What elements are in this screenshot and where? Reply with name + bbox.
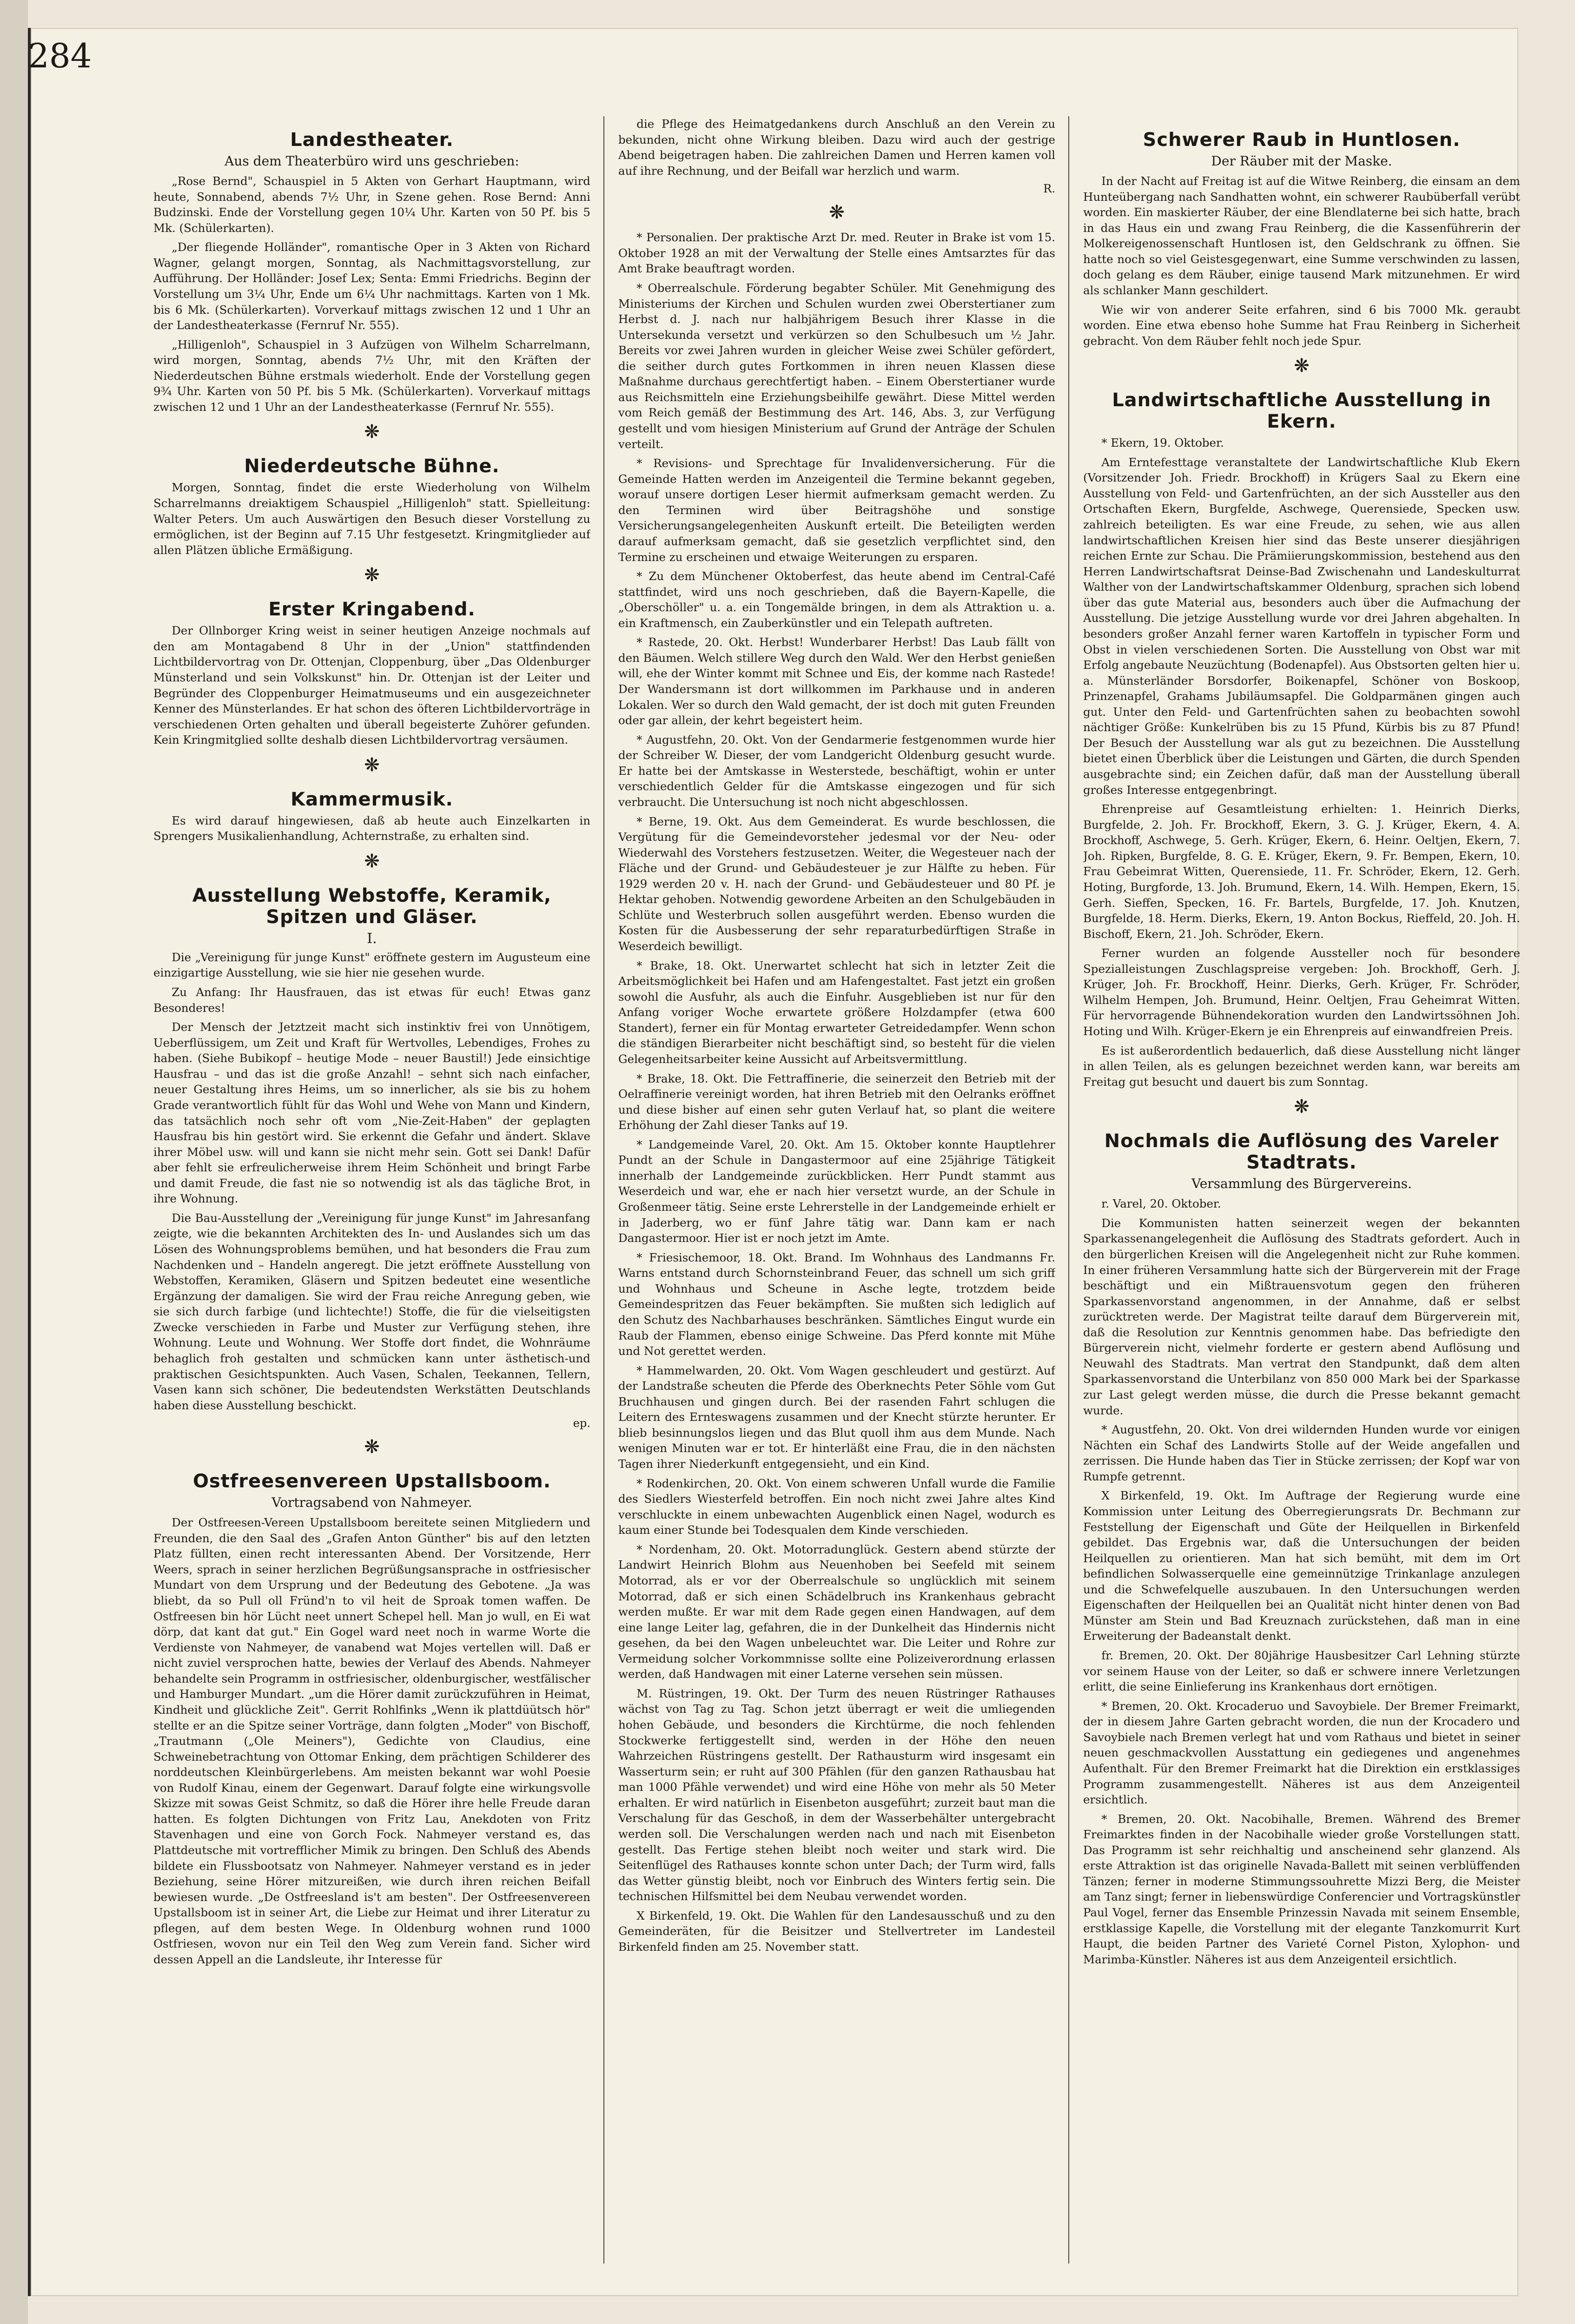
- article-paragraph: In der Nacht auf Freitag ist auf die Witwe Reinberg, die einsam an dem Hunteübergang nach Sandhatten wohnt, ein schwerer Raubüberfall verübt worden. Ein maskierter Räuber, der eine Blendlaterne bei sich hatte, brach in das Haus ein und zwang Frau Reinberg, die die Kassenführerin der Molkereigenossenschaft Huntlosen ist, den Geldschrank zu öffnen. Sie hatte noch so viel Geistesgegenwart, eine Summe verschwinden zu lassen, doch gelang es dem Räuber, einige tausend Mark mitzunehmen. Er wird als schlanker Mann geschildert.: [1083, 174, 1520, 297]
- article-signature: ep.: [573, 1417, 590, 1430]
- article-subheadline: Vortragsabend von Nahmeyer.: [271, 1495, 472, 1511]
- section-divider-ornament: ❋: [364, 1436, 380, 1458]
- article-headline: Landestheater.: [290, 129, 454, 151]
- article-paragraph: Es ist außerordentlich bedauerlich, daß diese Ausstellung nicht länger in allen Teilen, als es gelungen bezeichnet werden kann, war bereits am Freitag gut besucht und dauert bis zum Sonntag.: [1083, 1043, 1520, 1089]
- article-paragraph: die Pflege des Heimatgedankens durch Anschluß an den Verein zu bekunden, nicht ohne Wirkung bleiben. Dazu wird auch der gestrige Abend beigetragen haben. Die zahlreichen Damen und Herren kamen voll auf ihre Rechnung, und der Beifall war herzlich und warm.: [618, 117, 1055, 178]
- article-headline: Ostfreesenvereen Upstallsboom.: [192, 1471, 551, 1492]
- article-headline: Erster Kringabend.: [268, 599, 476, 621]
- article-paragraph: * Revisions- und Sprechtage für Invalidenversicherung. Für die Gemeinde Hatten werden im Anzeigenteil die Termine bekannt gegeben, worauf unsere dortigen Leser hiermit aufmerksam gemacht werden. Zu den Terminen wird über Beitragshöhe und sonstige Versicherungsangelegenheiten Auskunft erteilt. Die Beteiligten werden darauf aufmerksam gemacht, daß sie gesetzlich verpflichtet sind, den Termine zu erscheinen und etwaige Weiterungen zu ersparen.: [618, 456, 1055, 564]
- article-paragraph: * Brake, 18. Okt. Unerwartet schlecht hat sich in letzter Zeit die Arbeitsmöglichkeit bei Hafen und am Hafengestaltet. Fast jetzt ein großen sowohl die Ausfuhr, als auch die Einfuhr. Ausgeblieben ist nur für den Anfang voriger Woche erwartete größere Holzdampfer (etwa 600 Standert), ferner ein für Montag erwarteter Getreidedampfer. Wenn schon die ständigen Bierarbeiter nicht beschäftigt sind, so besteht für die vielen Gelegenheitsarbeiter keine Aussicht auf Arbeitsvermittlung.: [618, 958, 1055, 1066]
- article-paragraph: * Berne, 19. Okt. Aus dem Gemeinderat. Es wurde beschlossen, die Vergütung für die Gemeindevorsteher jedesmal vor der Neu- oder Wiederwahl des Vorstehers festzusetzen. Weiter, die Wegesteuer nach der Fläche und der Grund- und Gebäudesteuer je zur Hälfte zu heben. Für 1929 werden 20 v. H. nach der Grund- und Gebäudesteuer und 80 Pf. je Hektar gehoben. Notwendig gewordene Arbeiten an den Schulgebäuden in Schlüte und Westerbruch sollen ausgeführt werden. Ebenso wurden die Kosten für die Ausbesserung der sehr reparaturbedürftigen Straße in Weserdeich bewilligt.: [618, 814, 1055, 953]
- article-paragraph: * Hammelwarden, 20. Okt. Vom Wagen geschleudert und gestürzt. Auf der Landstraße scheuten die Pferde des Oberknechts Peter Söhle vom Gut Bruchhausen und gingen durch. Bei der rasenden Fahrt schlugen die Leitern des Ernteswagens zusammen und der Knecht stürzte herunter. Er blieb besinnungslos liegen und das Blut quoll ihm aus dem Munde. Nach wenigen Minuten war er tot. Er hinterläßt eine Frau, die in den nächsten Tagen ihrer Niederkunft entgegensieht, und ein Kind.: [618, 1363, 1055, 1471]
- article-paragraph: Ehrenpreise auf Gesamtleistung erhielten: 1. Heinrich Dierks, Burgfelde, 2. Joh. Fr. Brockhoff, Ekern, 3. G. J. Krüger, Ekern, 4. A. Brockhoff, Aschwege, 5. Gerh. Krüger, Ekern, 6. Heinr. Oeltjen, Ekern, 7. Joh. Ripken, Burgfelde, 8. G. E. Krüger, Ekern, 9. Fr. Bempen, Ekern, 10. Frau Gebeimrat Witten, Querensiede, 11. Fr. Schröder, Ekern, 12. Gerh. Hoting, Burgforde, 13. Joh. Brumund, Ekern, 14. Wilh. Hempen, Ekern, 15. Gerh. Sieffen, Specken, 16. Fr. Bartels, Burgfelde, 17. Joh. Knutzen, Burgfelde, 18. Herm. Dierks, Ekern, 19. Anton Bockus, Rieffeld, 20. Joh. H. Bischoff, Ekern, 21. Joh. Schröder, Ekern.: [1083, 802, 1520, 941]
- article-paragraph: Die „Vereinigung für junge Kunst" eröffnete gestern im Augusteum eine einzigartige Ausstellung, wie sie hier nie gesehen wurde.: [153, 950, 590, 980]
- column-1: [153, 116, 590, 2264]
- article-paragraph: * Augustfehn, 20. Okt. Von drei wildernden Hunden wurde vor einigen Nächten ein Schaf des Landwirts Stolle auf der Weide angefallen und zerrissen. Die Hunde haben das Tier in Stücke zerrissen; der Kopf war von Rumpfe getrennt.: [1083, 1423, 1520, 1483]
- article-paragraph: M. Rüstringen, 19. Okt. Der Turm des neuen Rüstringer Rathauses wächst von Tag zu Tag. Schon jetzt überragt er weit die umliegenden hohen Gebäude, und besonders die Kirchtürme, die noch fehlenden Stockwerke fertiggestellt sind, werden in der Höhe den neuen Wahrzeichen Rüstringens gestellt. Der Rathausturm wird insgesamt ein Wasserturm sein; er ruht auf 300 Pfählen (für den ganzen Rathausbau hat man 1000 Pfähle verwendet) und wird eine Höhe von mehr als 50 Meter erhalten. Er wird natürlich in Eisenbeton ausgeführt; zurzeit baut man die Verschalung für das Geschoß, in dem der Wasserbehälter untergebracht werden soll. Die Verschalungen werden nach und nach mit Eisenbeton gestellt. Das Fertige stehen bleibt noch weiter und stark wird. Die Seitenflügel des Rathauses konnte schon unter Dach; der Turm wird, falls das Wetter günstig bleibt, noch vor Einbruch des Winters fertig sein. Die technischen Hilfsmittel bei dem Neubau verwendet worden.: [618, 1686, 1055, 1903]
- article-paragraph: * Bremen, 20. Okt. Nacobihalle, Bremen. Während des Bremer Freimarktes finden in der Nacobihalle wieder große Vorstellungen statt. Das Programm ist sehr reichhaltig und anscheinend sehr glanzend. Als erste Attraktion ist das originelle Navada-Ballett mit seinen verblüffenden Tänzen; ferner in moderne Stimmungssouhrette Mizzi Berg, die Meister am Tanz singt; ferner in liebenswürdige Conferencier und Vortragskünstler Paul Vogel, ferner das Ensemble Prinzessin Navada mit seinem Ensemble, erstklassige Kapelle, die Vorstellung mit der elegante Tanzkomurrit Kurt Haupt, die beiden Partner des Varieté Cornel Piston, Xylophon- und Marimba-Künstler. Näheres ist aus dem Anzeigenteil ersichtlich.: [1083, 1812, 1520, 1966]
- book-spine: [0, 0, 28, 2324]
- article-paragraph: Der Ostfreesen-Vereen Upstallsboom bereitete seinen Mitgliedern und Freunden, die den Saal des „Grafen Anton Günther" bis auf den letzten Platz füllten, einen recht interessanten Abend. Der Vorsitzende, Herr Weers, sprach in seiner herzlichen Begrüßungsansprache in ostfriesischer Mundart von dem Ursprung und der Bedeutung des Gebotene. „Ja was bliebt, da so Pull oll Fründ'n to vil heit de Sproak tomen waffen. De Ostfreesen bin hör Lücht neet unnert Schepel hell. Man jo wull, en Ei wat dörp, dat kant dat gut." Ein Gogel ward neet noch in warme Worte die Verdienste von Nahmeyer, de vanabend wat Mojes vertellen will. Daß er nicht zuviel versprochen hatte, bewies der Verlauf des Abends. Nahmeyer behandelte sein Programm in ostfriesischer, oldenburgischer, westfälischer und Hamburger Mundart. „um die Hörer damit zurückzuführen in Heimat, Kindheit und glückliche Zeit". Gerrit Rohlfinks „Wenn ik plattdüütsch hör" stellte er an die Spitze seiner Vorträge, dann folgten „Moder" von Bischoff, „Trautmann („Ole Meiners"), Gedichte von Claudius, eine Schweinebetrachtung von Ottomar Enking, dem prächtigen Schilderer des norddeutschen Kleinbürgerlebens. Am meisten bekannt war wohl Poesie von Rudolf Kinau, einem der Gegenwart. Darauf folgte eine wirkungsvolle Skizze mit sowas Geist Schmitz, so daß die Hörer ihre helle Freude daran hatten. Es folgten Dichtungen von Fritz Lau, Anekdoten von Fritz Stavenhagen und eine von Gorch Fock. Nahmeyer verstand es, das Plattdeutsche mit vortrefflicher Mimik zu bringen. Den Schluß des Abends bildete ein Flussbootsatz von Nahmeyer. Nahmeyer verstand es in jeder Beziehung, seine Hörer mitzureißen, wie durch ihren reichen Beifall bewiesen wurde. „De Ostfreesland is't am besten". Der Ostfreesenvereen Upstallsboom ist in seiner Art, die Liebe zur Heimat und ihrer Literatur zu pflegen, auf dem besten Wege. In Oldenburg wohnen rund 1000 Ostfriesen, wovon nur ein Teil den Weg zum Verein fand. Sicher wird dessen Appell an die Landsleute, ihr Interesse für: [153, 1516, 590, 1966]
- article-headline: Nochmals die Auflösung des Vareler Stadtrats.: [1104, 1130, 1499, 1174]
- article-subheadline: Der Räuber mit der Maske.: [1211, 153, 1392, 169]
- column-divider: [603, 116, 604, 2264]
- article-paragraph: X Birkenfeld, 19. Okt. Die Wahlen für den Landesausschuß und zu den Gemeinderäten, für die Beisitzer und Stellvertreter im Landesteil Birkenfeld finden am 25. November statt.: [618, 1908, 1055, 1954]
- section-divider-ornament: ❋: [1294, 355, 1310, 377]
- article-paragraph: * Ekern, 19. Oktober.: [1101, 436, 1224, 450]
- article-subheadline: Versammlung des Bürgervereins.: [1191, 1176, 1412, 1192]
- article-paragraph: * Oberrealschule. Förderung begabter Schüler. Mit Genehmigung des Ministeriums der Kirchen und Schulen wurden zwei Oberstertianer zum Herbst d. J. nach nur halbjährigem Besuch ihrer Klasse in die Untersekunda versetzt und verkürzen so den Schulbesuch um ½ Jahr. Bereits vor zwei Jahren wurden in gleicher Weise zwei Schüler gefördert, die seither durch gutes Fortkommen in ihren neuen Klassen diese Maßnahme durchaus gerechtfertigt haben. – Einem Oberstertianer wurde aus Reichsmitteln eine Erziehungsbeihilfe gewährt. Diese Mittel werden vom Reich gemäß der Bestimmung des Art. 146, Abs. 3, zur Verfügung gestellt und vom hiesigen Ministerium auf Grund der Anträge der Schulen verteilt.: [618, 281, 1055, 451]
- article-paragraph: Wie wir von anderer Seite erfahren, sind 6 bis 7000 Mk. geraubt worden. Eine etwa ebenso hohe Summe hat Frau Reinberg in Sicherheit gebracht. Von dem Räuber fehlt noch jede Spur.: [1083, 303, 1520, 348]
- article-subheadline: Aus dem Theaterbüro wird uns geschrieben:: [225, 153, 519, 169]
- article-paragraph: * Friesischemoor, 18. Okt. Brand. Im Wohnhaus des Landmanns Fr. Warns entstand durch Schornsteinbrand Feuer, das schnell um sich griff und Wohnhaus und Scheune in Asche legte, trotzdem beide Gemeindespritzen das Feuer bekämpften. Sie mußten sich lediglich auf den Schutz des Nachbarhauses beschränken. Sämtliches Eingut wurde ein Raub der Flammen, ebenso einige Schweine. Das Pferd konnte mit Mühe und Not gerettet werden.: [618, 1250, 1055, 1358]
- article-paragraph: „Hilligenloh", Schauspiel in 3 Aufzügen von Wilhelm Scharrelmann, wird morgen, Sonntag, abends 7½ Uhr, mit den Kräften der Niederdeutschen Bühne erstmals wiederholt. Ende der Vorstellung gegen 9¾ Uhr. Karten von 50 Pf. bis 5 Mk. (Schülerkarten). Vorverkauf mittags zwischen 12 und 1 Uhr an der Landestheaterkasse (Fernruf Nr. 555).: [153, 337, 590, 414]
- article-paragraph: * Rodenkirchen, 20. Okt. Von einem schweren Unfall wurde die Familie des Siedlers Wiesterfeld betroffen. Ein noch nicht zwei Jahre altes Kind verschluckte in einem unbewachten Augenblick einen Nagel, wodurch es kaum einer Stunde bei Todesqualen dem Kinde verschieden.: [618, 1476, 1055, 1537]
- article-paragraph: Der Mensch der Jetztzeit macht sich instinktiv frei von Unnötigem, Ueberflüssigem, um Zeit und Kraft für Wertvolles, Lebendiges, Frohes zu haben. (Siehe Bubikopf – heutige Mode – neuer Baustil!) Jede einsichtige Hausfrau – und das ist die große Anzahl! – sehnt sich nach einfacher, neuer Gestaltung ihres Heims, um so innerlicher, als sie bis zu hohem Grade verantwortlich fühlt für das Wohl und Wehe von Mann und Kindern, das tatsächlich noch sehr oft vom „Nie-Zeit-Haben" der geplagten Hausfrau bis hin gestört wird. Sie erkennt die Gefahr und ändert. Sklave ihrer Möbel usw. will und kann sie nicht mehr sein. Gott sei Dank! Dafür aber fehlt sie erfreulicherweise ihrem Heim Schönheit und bringt Farbe und damit Freude, die fast nie so notwendig ist als das tägliche Brot, in ihre Wohnung.: [153, 1020, 590, 1206]
- article-headline: Landwirtschaftliche Ausstellung in Ekern.: [1112, 390, 1491, 433]
- section-divider-ornament: ❋: [364, 850, 380, 872]
- article-paragraph: Am Erntefesttage veranstaltete der Landwirtschaftliche Klub Ekern (Vorsitzender Joh. Friedr. Brockhoff) in Krügers Saal zu Ekern eine Ausstellung von Feld- und Gartenfrüchten, an der sich Aussteller aus den Ortschaften Ekern, Burgfelde, Aschwege, Querensiede, Specken usw. zahlreich beteiligten. Es war eine Freude, zu sehen, wie aus allen landwirtschaftlichen Kreisen hier sind das Beste unserer diesjährigen reichen Ernte zur Schau. Die Prämiierungskommission, bestehend aus den Herren Landwirtschaftsrat Deinse-Bad Zwischenahn und Landeskulturrat Walther von der Landwirtschaftskammer Oldenburg, sprachen sich lobend über das gute Material aus, besonders auch über die Aufmachung der Ausstellung. Die jetzige Ausstellung wurde vor drei Jahren abgehalten. In besonders großer Anzahl ferner waren Kartoffeln in typischer Form und Obst in vielen verschiedenen Sorten. Die Ausstellung von Obst war mit Erfolg angebaute Neuzüchtung (Bodenapfel). Aus Obstsorten gelten hier u. a. Münsterländer Borsdorfer, Boikenapfel, Schöner von Boskoop, Prinzenapfel, Grahams Jubiläumsapfel. Die Goldparmänen gingen auch gut. Unter den Feld- und Gartenfrüchten sahen zu beobachten sowohl nächtiger Größe: Kunkelrüben bis zu 15 Pfund, Kürbis bis zu 87 Pfund! Der Besuch der Ausstellung war als gut zu bezeichnen. Die Ausstellung bietet einen Überblick über die Leistungen und Gärten, die durch Spenden ausgebrachte sind; ein Zeichen dafür, daß man der Ausstellung überall großes Interesse entgegenbringt.: [1083, 455, 1520, 797]
- page-number: 284: [28, 36, 92, 75]
- section-divider-ornament: ❋: [1294, 1096, 1310, 1118]
- article-paragraph: * Rastede, 20. Okt. Herbst! Wunderbarer Herbst! Das Laub fällt von den Bäumen. Welch stillere Weg durch den Wald. Wer den Herbst genießen will, ehe der Winter kommt mit Schnee und Eis, der komme nach Rastede! Der Wandersmann ist dort willkommen im Parkhause und in anderen Lokalen. Wer so durch den Wald gemacht, der ist doch mit guten Freunden oder gar allein, der kehrt begeistert heim.: [618, 635, 1055, 727]
- section-divider-ornament: ❋: [364, 564, 380, 586]
- article-headline: Niederdeutsche Bühne.: [244, 456, 500, 477]
- article-headline: Kammermusik.: [291, 788, 453, 810]
- article-paragraph: „Rose Bernd", Schauspiel in 5 Akten von Gerhart Hauptmann, wird heute, Sonnabend, abends 7½ Uhr, in Szene gehen. Rose Bernd: Anni Budzinski. Ende der Vorstellung gegen 10¼ Uhr. Karten von 50 Pf. bis 5 Mk. (Schülerkarten).: [153, 174, 590, 235]
- article-paragraph: * Personalien. Der praktische Arzt Dr. med. Reuter in Brake ist vom 15. Oktober 1928 an mit der Verwaltung der Stelle eines Amtsarztes für das Amt Brake beauftragt worden.: [618, 231, 1055, 276]
- article-paragraph: Die Kommunisten hatten seinerzeit wegen der bekannten Sparkassenangelegenheit die Auflösung des Stadtrats gefordert. Auch in den bürgerlichen Kreisen will die Angelegenheit nicht zur Ruhe kommen. In einer früheren Versammlung hatte sich der Bürgerverein mit der Frage beschäftigt und ein Mißtrauensvotum gegen den früheren Sparkassenvorstand angenommen, in der Annahme, daß er selbst zurücktreten werde. Der Magistrat teilte darauf dem Bürgerverein mit, daß die Resolution zur Kenntnis genommen habe. Das befriedigte den Bürgerverein nicht, vielmehr forderte er gestern abend Auflösung und Neuwahl des Stadtrats. Man vertrat den Standpunkt, daß dem alten Sparkassenvorstand die Unterbilanz von 850 000 Mark bei der Sparkasse zur Last gelegt werden müsse, die durch die Presse bekannt gemacht wurde.: [1083, 1216, 1520, 1417]
- article-paragraph: Ferner wurden an folgende Aussteller noch für besondere Spezialleistungen Zuschlagspreise vergeben: Joh. Brockhoff, Gerh. J. Krüger, Joh. Fr. Brockhoff, Heinr. Dierks, Gerh. Krüger, Fr. Schröder, Wilhelm Hempen, Joh. Brumund, Heinr. Oeltjen, Frau Geheimrat Witten. Für hervorragende Bühnendekoration wurden den Landwirtssöhnen Joh. Hoting und Wilh. Krüger-Ekern je ein Ehrenpreis auf einwandfreien Preis.: [1083, 946, 1520, 1038]
- article-part-number: I.: [367, 930, 377, 947]
- article-paragraph: „Der fliegende Holländer", romantische Oper in 3 Akten von Richard Wagner, gelangt morgen, Sonntag, als Nachmittagsvorstellung, zur Aufführung. Der Holländer: Josef Lex; Senta: Emmi Friedrichs. Beginn der Vorstellung um 3¼ Uhr, Ende um 6¼ Uhr nachmittags. Karten von 1 Mk. bis 6 Mk. (Schülerkarten). Vorverkauf mittags zwischen 12 und 1 Uhr an der Landestheaterkasse (Fernruf Nr. 555).: [153, 240, 590, 332]
- article-paragraph: X Birkenfeld, 19. Okt. Im Auftrage der Regierung wurde eine Kommission unter Leitung des Oberregierungsrats Dr. Bechmann zur Feststellung der Eigenschaft und Güte der Heilquellen in Birkenfeld gebildet. Das Ergebnis war, daß die Untersuchungen der beiden Heilquellen zu orientieren. Man hat sich bemüht, mit dem im Ort befindlichen Solwasserquelle eine gemeinnützige Trinkanlage anzulegen und die Schwefelquelle auszubauen. In den Untersuchungen werden Eigenschaften der Heilquellen bei an Qualität nicht hinter denen von Bad Münster am Stein und Bad Kreuznach zurückstehen, daß man in eine Erweiterung der Badeanstalt denkt.: [1083, 1489, 1520, 1643]
- article-paragraph: Der Ollnborger Kring weist in seiner heutigen Anzeige nochmals auf den am Montagabend 8 Uhr in der „Union" stattfindenden Lichtbildervortrag von Dr. Ottenjan, Cloppenburg, über „Das Oldenburger Münsterland und sein Volkskunst" hin. Dr. Ottenjan ist der Leiter und Begründer des Cloppenburger Heimatmuseums und ein ausgezeichneter Kenner des Münsterlandes. Er hat schon des öfteren Lichtbildervorträge in verschiedenen Orten gehalten und überall begeisterte Zuhörer gefunden. Kein Kringmitglied sollte deshalb diesen Lichtbildervortrag versäumen.: [153, 624, 590, 747]
- article-paragraph: * Zu dem Münchener Oktoberfest, das heute abend im Central-Café stattfindet, wird uns noch geschrieben, daß die Bayern-Kapelle, die „Oberschöller" u. a. ein Tongemälde bringen, in dem als Attraktion u. a. ein Kraftmensch, ein Zauberkünstler und ein Telepath auftreten.: [618, 569, 1055, 630]
- article-paragraph: * Bremen, 20. Okt. Krocaderuo und Savoybiele. Der Bremer Freimarkt, der in diesem Jahre Garten gebracht worden, die nun der Krocadero und Savoybiele nach Bremen verlegt hat und vom Rathaus und bietet in seiner neuen geschmackvollen Ausstattung ein gediegenes und angenehmes Aufenthalt. Für den Bremer Freimarkt hat die Direktion ein erstklassiges Programm zusammengestellt. Näheres ist aus dem Anzeigenteil ersichtlich.: [1083, 1699, 1520, 1807]
- section-divider-ornament: ❋: [829, 202, 845, 224]
- article-paragraph: Zu Anfang: Ihr Hausfrauen, das ist etwas für euch! Etwas ganz Besonderes!: [153, 985, 590, 1015]
- article-signature: R.: [1043, 182, 1055, 196]
- column-2: [618, 116, 1055, 2250]
- article-paragraph: * Augustfehn, 20. Okt. Von der Gendarmerie festgenommen wurde hier der Schreiber W. Dieser, der vom Landgericht Oldenburg gesucht wurde. Er hatte bei der Amtskasse in Westerstede, beschäftigt, wohin er unter verschiedentlich Gelder für die Amtskasse eingezogen und für sich verbraucht. Die Untersuchung ist noch nicht abgeschlossen.: [618, 733, 1055, 809]
- article-paragraph: r. Varel, 20. Oktober.: [1101, 1197, 1221, 1211]
- article-paragraph: * Nordenham, 20. Okt. Motorradunglück. Gestern abend stürzte der Landwirt Heinrich Blohm aus Neuenhoben bei Seefeld mit seinem Motorrad, als er vor der Oberrealschule so unglücklich mit seinem Motorrad, daß er sich einen Schädelbruch ins Krankenhaus gebracht werden mußte. Er war mit dem Rade gegen einen Handwagen, auf dem eine lange Leiter lag, gefahren, die in der Dunkelheit das Hindernis nicht gesehen, da bei den Wagen unbeleuchtet war. Die Leiter und Rohre zur Vermeidung solcher Vorkommnisse sollte eine Polizeiverordnung erlassen werden, daß Handwagen mit einer Laterne versehen sein müssen.: [618, 1542, 1055, 1681]
- article-headline: Schwerer Raub in Huntlosen.: [1143, 129, 1461, 151]
- column-3: [1083, 116, 1520, 2212]
- article-paragraph: Es wird darauf hingewiesen, daß ab heute auch Einzelkarten in Sprengers Musikalienhandlung, Achternstraße, zu erhalten sind.: [153, 813, 590, 843]
- article-paragraph: * Landgemeinde Varel, 20. Okt. Am 15. Oktober konnte Hauptlehrer Pundt an der Schule in Dangastermoor auf eine 25jährige Tätigkeit innerhalb der Landgemeinde zurückblicken. Herr Pundt stammt aus Weserdeich und war, ehe er nach hier versetzt wurde, an der Schule in Großenmeer tätig. Seine erste Lehrerstelle in der Landgemeinde erhielt er in Jaderberg, wo er fünf Jahre tätig war. Dann kam er nach Dangastermoor. Hier ist er noch jetzt im Amte.: [618, 1137, 1055, 1245]
- article-headline: Ausstellung Webstoffe, Keramik, Spitzen und Gläser.: [192, 885, 552, 928]
- article-paragraph: * Brake, 18. Okt. Die Fettraffinerie, die seinerzeit den Betrieb mit der Oelraffinerie vereinigt worden, hat ihren Betrieb mit den Oelranks eröffnet und diese bisher auf einen sehr guten Verlauf hat, so plant die weitere Erhöhung der Zahl dieser Tanks auf 19.: [618, 1071, 1055, 1132]
- section-divider-ornament: ❋: [364, 754, 380, 776]
- article-paragraph: Die Bau-Ausstellung der „Vereinigung für junge Kunst" im Jahresanfang zeigte, wie die bekannten Architekten des In- und Auslandes sich um das Lösen des Wohnungsproblems bemühen, und hat besonders die Frau zum Nachdenken und – Handeln angeregt. Die jetzt eröffnete Ausstellung von Webstoffen, Keramiken, Gläsern und Spitzen bedeutet eine wesentliche Ergänzung der damaligen. Sie wird der Frau reiche Anregung geben, wie sie sich durch farbige (und lichtechte!) Stoffe, die für die vielseitigsten Zwecke verschieden in Farbe und Muster zur Verfügung stehen, ihre Wohnung. Leute und Wohnung. Wer Stoffe dort findet, die Wohnräume behaglich froh gestalten und schmücken kann unter ästhetisch-und praktischen Gesichtspunkten. Auch Vasen, Schalen, Teekannen, Tellern, Vasen kann sich schöner, Die bedeutendsten Werkstätten Deutschlands haben diese Ausstellung beschickt.: [153, 1211, 590, 1412]
- article-paragraph: Morgen, Sonntag, findet die erste Wiederholung von Wilhelm Scharrelmanns dreiaktigem Schauspiel „Hilligenloh" statt. Spielleitung: Walter Peters. Um auch Auswärtigen den Besuch dieser Vorstellung zu ermöglichen, ist der Beginn auf 7.15 Uhr festgesetzt. Kringmitglieder auf allen Plätzen übliche Ermäßigung.: [153, 481, 590, 557]
- column-divider: [1068, 116, 1069, 2264]
- article-paragraph: fr. Bremen, 20. Okt. Der 80jährige Hausbesitzer Carl Lehning stürzte vor seinem Hause von der Leiter, so daß er schwere innere Verletzungen erlitt, die seine Einlieferung ins Krankenhaus dort ernötigen.: [1083, 1649, 1520, 1694]
- section-divider-ornament: ❋: [364, 421, 380, 443]
